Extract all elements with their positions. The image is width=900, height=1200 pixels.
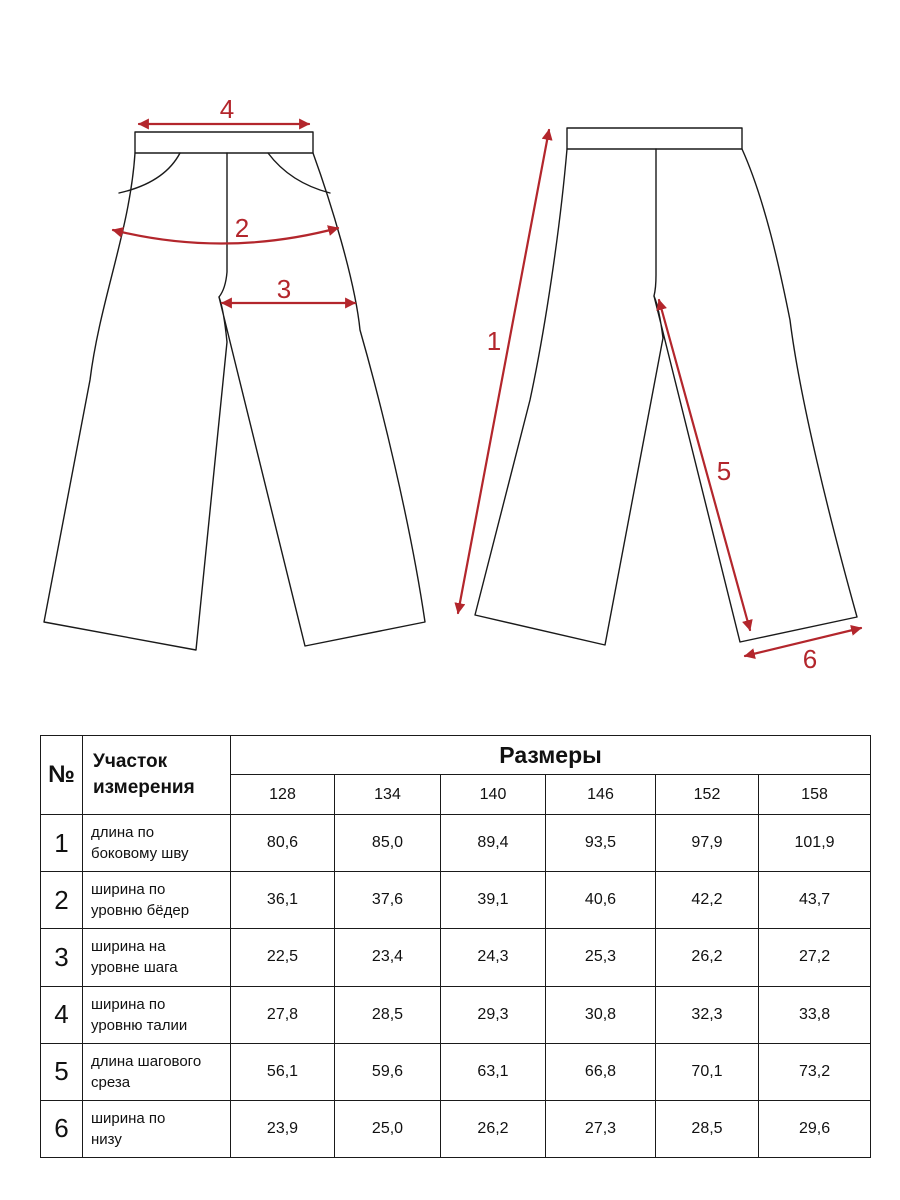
value-cell: 26,2 — [441, 1100, 546, 1157]
row-area-line: ширина на — [91, 938, 166, 956]
value-cell: 36,1 — [231, 872, 335, 929]
row-area — [83, 1100, 231, 1157]
value-cell: 28,5 — [656, 1100, 759, 1157]
value-cell: 32,3 — [656, 986, 759, 1043]
row-area — [83, 1043, 231, 1100]
value-cell: 37,6 — [335, 872, 441, 929]
value-cell: 27,3 — [546, 1100, 656, 1157]
value-cell: 43,7 — [759, 872, 871, 929]
row-area-line: уровню талии — [91, 1016, 188, 1034]
row-number: 2 — [41, 872, 83, 929]
value-cell: 93,5 — [546, 815, 656, 872]
value-cell: 33,8 — [759, 986, 871, 1043]
back-waistband — [567, 128, 742, 149]
value-cell: 40,6 — [546, 872, 656, 929]
size-chart-table — [40, 735, 871, 1158]
front-waistband — [135, 132, 313, 153]
row-area-line: боковому шву — [91, 845, 189, 863]
table-row — [41, 872, 871, 929]
row-area-line: длина по — [91, 824, 155, 842]
measure-label-5: 5 — [716, 456, 732, 486]
row-area-line: уровне шага — [91, 959, 178, 977]
value-cell: 97,9 — [656, 815, 759, 872]
value-cell: 85,0 — [335, 815, 441, 872]
value-cell: 59,6 — [335, 1043, 441, 1100]
value-cell: 39,1 — [441, 872, 546, 929]
area-header-line1: Участок — [93, 751, 168, 773]
value-cell: 23,9 — [231, 1100, 335, 1157]
row-area — [83, 872, 231, 929]
row-number: 3 — [41, 929, 83, 986]
number-column-header: № — [41, 736, 83, 815]
value-cell: 66,8 — [546, 1043, 656, 1100]
row-area-line: среза — [91, 1073, 131, 1091]
row-area-line: ширина по — [91, 995, 166, 1013]
row-area-line: уровню бёдер — [91, 902, 190, 920]
value-cell: 25,0 — [335, 1100, 441, 1157]
value-cell: 28,5 — [335, 986, 441, 1043]
table-row — [41, 1100, 871, 1157]
row-area — [83, 815, 231, 872]
value-cell: 101,9 — [759, 815, 871, 872]
size-header-cell: 146 — [546, 775, 656, 815]
row-number: 4 — [41, 986, 83, 1043]
front-view-pants — [44, 94, 425, 650]
front-left-pocket — [119, 153, 180, 193]
value-cell: 70,1 — [656, 1043, 759, 1100]
value-cell: 22,5 — [231, 929, 335, 986]
value-cell: 30,8 — [546, 986, 656, 1043]
size-header-cell: 152 — [656, 775, 759, 815]
measure-label-1: 1 — [486, 326, 502, 356]
measure-label-6: 6 — [802, 644, 818, 674]
measure-label-3: 3 — [276, 274, 292, 304]
value-cell: 27,2 — [759, 929, 871, 986]
measure-line-5 — [659, 300, 750, 630]
value-cell: 27,8 — [231, 986, 335, 1043]
table-row — [41, 929, 871, 986]
measure-line-2 — [113, 228, 338, 244]
measure-label-4: 4 — [219, 94, 235, 124]
table-row — [41, 986, 871, 1043]
table-row — [41, 815, 871, 872]
size-header-cell: 128 — [231, 775, 335, 815]
value-cell: 24,3 — [441, 929, 546, 986]
row-area — [83, 986, 231, 1043]
table-row — [41, 1043, 871, 1100]
value-cell: 29,6 — [759, 1100, 871, 1157]
measure-label-2: 2 — [234, 213, 250, 243]
front-center-seam — [219, 153, 227, 297]
value-cell: 42,2 — [656, 872, 759, 929]
row-area-line: длина шагового — [91, 1052, 202, 1070]
row-area — [83, 929, 231, 986]
row-number: 5 — [41, 1043, 83, 1100]
back-center-seam — [654, 149, 656, 296]
value-cell: 23,4 — [335, 929, 441, 986]
value-cell: 25,3 — [546, 929, 656, 986]
row-area-line: ширина по — [91, 881, 166, 899]
size-header-cell: 158 — [759, 775, 871, 815]
table-header-row — [41, 736, 871, 775]
value-cell: 56,1 — [231, 1043, 335, 1100]
value-cell: 63,1 — [441, 1043, 546, 1100]
row-area-line: ширина по — [91, 1109, 166, 1127]
value-cell: 29,3 — [441, 986, 546, 1043]
sizes-header: Размеры — [231, 736, 871, 775]
size-header-cell: 140 — [441, 775, 546, 815]
value-cell: 80,6 — [231, 815, 335, 872]
value-cell: 73,2 — [759, 1043, 871, 1100]
value-cell: 89,4 — [441, 815, 546, 872]
row-area-line: низу — [91, 1130, 122, 1148]
row-number: 6 — [41, 1100, 83, 1157]
area-header-line2: измерения — [93, 777, 195, 799]
row-number: 1 — [41, 815, 83, 872]
back-view-pants — [458, 128, 861, 674]
area-column-header — [83, 736, 231, 815]
value-cell: 26,2 — [656, 929, 759, 986]
size-header-cell: 134 — [335, 775, 441, 815]
